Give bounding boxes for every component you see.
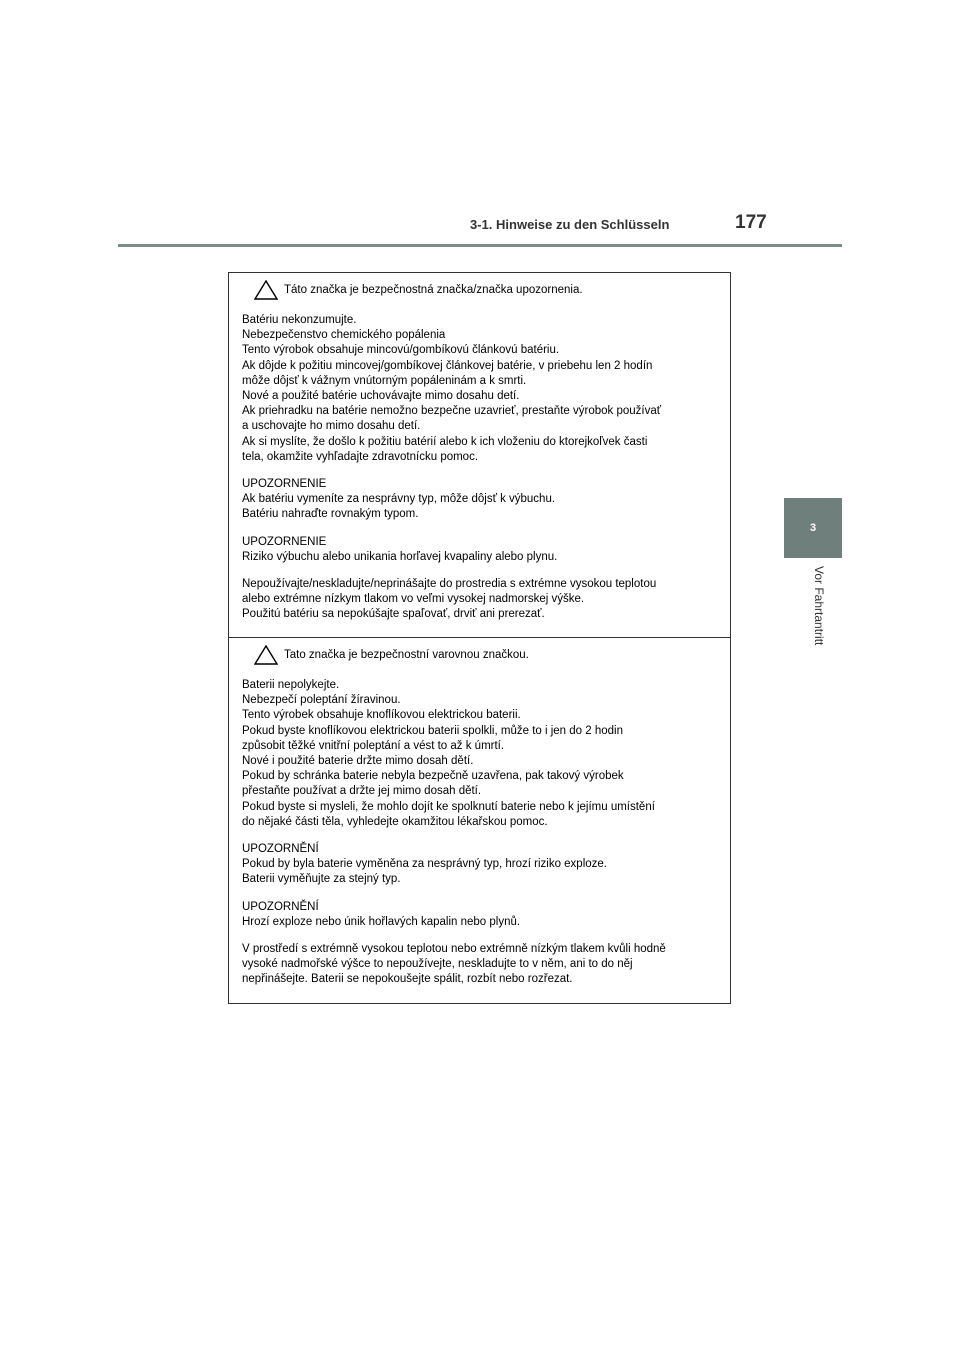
chapter-number: 3 [809, 522, 817, 534]
battery-warning-box [228, 272, 731, 1004]
warning-header [242, 280, 716, 300]
warning-paragraph: Nepoužívajte/neskladujte/neprinášajte do prostredia s extrémne vysokou teplotou alebo extrémne nízkym tlakom vo veľmi vysokej nadmorskej výške. Použitú batériu sa nepokúšajte spaľovať, drviť ani prerezať. [242, 578, 657, 621]
header-divider [118, 244, 842, 247]
warning-paragraph: Batériu nekonzumujte. Nebezpečenstvo chemického popálenia Tento výrobok obsahuje mincovú/gombíkovú článkovú batériu. Ak dôjde k požitiu mincovej/gombíkovej článkovej batérie, v priebehu len 2 hodín môže dôjsť k vážnym vnútorným popáleninám a k smrti. Nové a použité batérie uchovávajte mimo dosahu detí. Ak priehradku na batérie nemožno bezpečne uzavrieť, prestaňte výrobok používať a uschovajte ho mimo dosahu detí. Ak si myslíte, že došlo k požitiu batérií alebo k ich vloženiu do ktorejkoľvek časti tela, okamžite vyhľadajte zdravotnícku pomoc. [242, 314, 662, 463]
section-title: 3-1. Hinweise zu den Schlüsseln [470, 217, 670, 232]
page-number: 177 [735, 212, 767, 233]
warning-label: Tato značka je bezpečnostní varovnou značkou. [284, 649, 529, 661]
warning-header [242, 645, 716, 665]
warning-paragraph: UPOZORNĚNÍ Hrozí exploze nebo únik hořlavých kapalin nebo plynů. [242, 900, 521, 928]
warning-section-slovak [229, 280, 730, 635]
warning-paragraph: UPOZORNENIE Riziko výbuchu alebo unikania horľavej kvapaliny alebo plynu. [242, 535, 558, 563]
warning-section-czech [229, 645, 730, 1000]
section-divider [229, 637, 730, 638]
warning-paragraph: UPOZORNĚNÍ Pokud by byla baterie vyměněna za nesprávný typ, hrozí riziko exploze. Baterii vyměňujte za stejný typ. [242, 843, 607, 886]
warning-paragraph: Baterii nepolykejte. Nebezpečí poleptání žíravinou. Tento výrobek obsahuje knoflíkovou elektrickou baterii. Pokud byste knoflíkovou elektrickou baterii spolkli, může to i jen do 2 hodin způsobit těžké vnitřní poleptání a vést to až k úmrtí. Nové i použité baterie držte mimo dosah dětí. Pokud by schránka baterie nebyla bezpečně uzavřena, pak takový výrobek přestaňte používat a držte jej mimo dosah dětí. Pokud byste si mysleli, že mohlo dojít ke spolknutí baterie nebo k jejímu umístění do nějaké části těla, vyhledejte okamžitou lékařskou pomoc. [242, 679, 655, 828]
chapter-tab[interactable] [784, 498, 842, 558]
warning-triangle-icon [254, 645, 278, 665]
chapter-title: Vor Fahrtantritt [812, 566, 826, 646]
warning-paragraph: UPOZORNENIE Ak batériu vymeníte za nesprávny typ, môže dôjsť k výbuchu. Batériu nahraďte rovnakým typom. [242, 478, 556, 521]
warning-label: Táto značka je bezpečnostná značka/značka upozornenia. [284, 284, 583, 296]
warning-triangle-icon [254, 280, 278, 300]
warning-paragraph: V prostředí s extrémně vysokou teplotou nebo extrémně nízkým tlakem kvůli hodně vysoké nadmořské výšce to nepoužívejte, neskladujte to v něm, ani to do něj nepřinášejte. Baterii se nepokoušejte spálit, rozbít nebo rozřezat. [242, 943, 666, 986]
